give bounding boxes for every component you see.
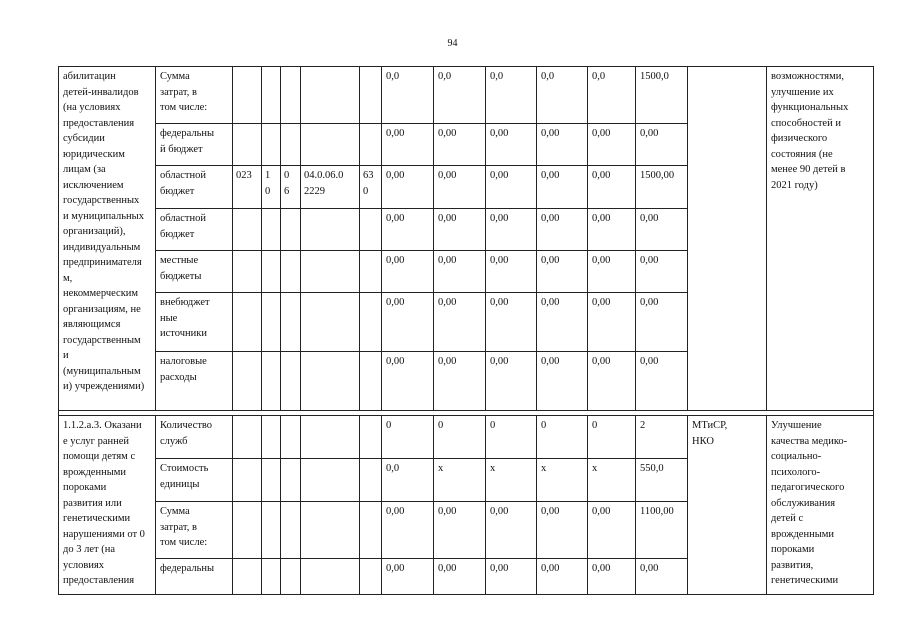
value-cell-3: 0 [537, 416, 588, 459]
value-cell-0: 0,00 [382, 502, 434, 559]
value-cell-0: 0,00 [382, 251, 434, 293]
value-cell-0: 0,00 [382, 166, 434, 209]
code-cell [360, 459, 382, 502]
value-cell-4: 0,00 [588, 124, 636, 166]
code-cell [360, 209, 382, 251]
row-label-cell [156, 416, 233, 459]
value-cell-5: 0,00 [636, 209, 688, 251]
value-cell-3: 0,00 [537, 559, 588, 595]
code-value-1: 0 [265, 185, 271, 197]
code-cell [281, 251, 301, 293]
value-cell-3: 0,00 [537, 293, 588, 352]
code-cell [233, 559, 262, 595]
code-cell [281, 293, 301, 352]
block1-description-line: исключением [63, 179, 124, 191]
code-cell [281, 166, 301, 209]
block1-description-line: лицам (за [63, 164, 106, 175]
block2-result-line: социально- [771, 451, 822, 462]
block1-description-line: организациям, не [63, 303, 141, 315]
block1-result-line: улучшение их [771, 86, 834, 98]
block2-description-line: е услуг ранней [63, 435, 130, 447]
value-cell-2: 0,00 [486, 352, 537, 411]
value-cell-2: 0,00 [486, 166, 537, 209]
block2-description-line: предоставления [63, 575, 135, 586]
code-cell [262, 166, 281, 209]
row-label-line: бюджет [160, 228, 195, 240]
value-cell-3: 0,00 [537, 166, 588, 209]
code-cell [233, 67, 262, 124]
block1-result-line: способностей и [771, 117, 841, 129]
row-label-line: местные [160, 255, 199, 266]
block1-description-line: субсидии [63, 133, 105, 144]
table-row [59, 67, 874, 124]
value-cell-4: 0,00 [588, 251, 636, 293]
block1-description-line: предоставления [63, 117, 135, 129]
row-label-line: затрат, в [160, 521, 197, 533]
code-cell [262, 352, 281, 411]
block1-description-line: м, [63, 272, 73, 284]
code-cell [360, 559, 382, 595]
code-cell [301, 416, 360, 459]
value-cell-4: 0,0 [588, 67, 636, 124]
code-cell [281, 559, 301, 595]
code-cell [262, 416, 281, 459]
row-label-cell [156, 293, 233, 352]
block1-description-line: некоммерческим [63, 288, 139, 299]
block2-description-line: развития или [63, 497, 122, 509]
code-cell [301, 166, 360, 209]
code-cell [301, 459, 360, 502]
code-cell [281, 502, 301, 559]
value-cell-3: 0,00 [537, 209, 588, 251]
row-label-line: Сумма [160, 71, 190, 82]
code-cell [262, 293, 281, 352]
code-cell [233, 209, 262, 251]
block2-result-line: развития, [771, 559, 814, 571]
page-number: 94 [447, 38, 458, 49]
code-cell [262, 502, 281, 559]
value-cell-5: 0,00 [636, 124, 688, 166]
row-label-line: внебюджет [160, 297, 210, 308]
value-cell-1: 0,00 [434, 209, 486, 251]
code-cell [281, 209, 301, 251]
block2-result-line: психолого- [771, 466, 821, 478]
value-cell-3: х [537, 459, 588, 502]
value-cell-3: 0,00 [537, 352, 588, 411]
value-cell-1: 0,00 [434, 352, 486, 411]
row-label-cell [156, 209, 233, 251]
code-cell [281, 416, 301, 459]
code-cell [360, 251, 382, 293]
row-label-line: том числе: [160, 537, 208, 548]
row-label-cell [156, 502, 233, 559]
code-cell [281, 352, 301, 411]
code-cell [360, 124, 382, 166]
block1-description-line: и муниципальных [63, 210, 144, 222]
value-cell-3: 0,00 [537, 251, 588, 293]
value-cell-4: 0,00 [588, 166, 636, 209]
block1-executor-cell [688, 67, 767, 411]
block2-result-line: Улучшение [771, 420, 822, 431]
row-label-line: единицы [160, 478, 200, 490]
row-label-line: областной [160, 170, 206, 181]
value-cell-5: 1500,0 [636, 67, 688, 124]
code-value-0: 023 [236, 170, 252, 181]
code-cell [281, 124, 301, 166]
code-value-3: 2229 [304, 185, 325, 197]
value-cell-1: 0,00 [434, 559, 486, 595]
code-cell [233, 124, 262, 166]
row-label-line: Стоимость [160, 463, 209, 474]
code-cell [262, 209, 281, 251]
value-cell-0: 0,0 [382, 67, 434, 124]
block1-result-cell [767, 67, 874, 411]
code-cell [360, 67, 382, 124]
code-cell [233, 251, 262, 293]
block1-result-line: физического [771, 133, 828, 144]
code-value-3: 04.0.06.0 [304, 170, 344, 181]
block2-result-line: генетическими [771, 575, 839, 586]
code-cell [281, 459, 301, 502]
row-label-cell [156, 67, 233, 124]
row-label-line: бюджет [160, 185, 195, 197]
block1-result-line: функциональных [771, 102, 849, 113]
block2-description-line: генетическими [63, 513, 131, 524]
row-label-line: Количество [160, 420, 213, 431]
block2-description-line: врожденными [63, 466, 127, 478]
value-cell-0: 0,00 [382, 293, 434, 352]
value-cell-1: 0,0 [434, 67, 486, 124]
row-label-line: й бюджет [160, 143, 203, 155]
value-cell-5: 1500,00 [636, 166, 688, 209]
block1-result-line: возможностями, [771, 71, 844, 82]
block1-description-line: государственных [63, 195, 140, 206]
block1-description-line: и [63, 350, 69, 361]
row-label-cell [156, 559, 233, 595]
block2-result-line: врожденными [771, 528, 835, 540]
budget-table [58, 66, 874, 595]
block1-description-line: являющимся [63, 319, 121, 330]
block2-description-line: условиях [63, 559, 105, 571]
value-cell-2: 0,00 [486, 209, 537, 251]
code-cell [233, 352, 262, 411]
code-cell [301, 559, 360, 595]
block1-description-line: государственным [63, 334, 141, 346]
value-cell-4: 0,00 [588, 352, 636, 411]
value-cell-3: 0,00 [537, 502, 588, 559]
code-cell [360, 502, 382, 559]
block1-description-line: и) учреждениями) [63, 381, 145, 392]
code-cell [262, 459, 281, 502]
code-cell [301, 251, 360, 293]
value-cell-0: 0,00 [382, 124, 434, 166]
row-label-line: федеральны [160, 128, 215, 139]
code-value-2: 6 [284, 185, 290, 197]
block1-result-line: менее 90 детей в [771, 164, 846, 175]
code-value-4: 0 [363, 185, 369, 197]
row-label-line: налоговые [160, 356, 207, 367]
value-cell-4: 0 [588, 416, 636, 459]
value-cell-2: 0,00 [486, 293, 537, 352]
block2-result-line: детей с [771, 513, 804, 524]
row-label-line: федеральны [160, 563, 215, 574]
value-cell-4: 0,00 [588, 209, 636, 251]
row-label-line: расходы [160, 371, 197, 383]
block2-result-line: педагогического [771, 482, 845, 493]
value-cell-1: 0,00 [434, 293, 486, 352]
value-cell-0: 0 [382, 416, 434, 459]
block2-description-line: пороками [63, 482, 107, 493]
row-label-cell [156, 251, 233, 293]
value-cell-5: 1100,00 [636, 502, 688, 559]
block1-result-line: состояния (не [771, 148, 833, 160]
code-cell [360, 416, 382, 459]
code-cell [360, 352, 382, 411]
value-cell-5: 0,00 [636, 559, 688, 595]
value-cell-1: 0,00 [434, 124, 486, 166]
table-row [59, 416, 874, 459]
block2-result-line: пороками [771, 544, 815, 555]
code-cell [301, 502, 360, 559]
block1-description-line: предпринимателя [63, 257, 142, 268]
row-label-line: затрат, в [160, 86, 197, 98]
code-cell [262, 559, 281, 595]
code-cell [301, 209, 360, 251]
value-cell-5: 550,0 [636, 459, 688, 502]
row-label-cell [156, 352, 233, 411]
value-cell-2: 0,00 [486, 559, 537, 595]
row-label-line: том числе: [160, 102, 208, 113]
block2-result-cell [767, 416, 874, 595]
value-cell-2: х [486, 459, 537, 502]
block1-description-line: индивидуальным [63, 241, 141, 253]
value-cell-0: 0,00 [382, 559, 434, 595]
value-cell-2: 0,0 [486, 67, 537, 124]
value-cell-1: 0 [434, 416, 486, 459]
code-cell [262, 251, 281, 293]
code-cell [233, 416, 262, 459]
code-cell [281, 67, 301, 124]
block1-description-line: юридическим [63, 148, 125, 160]
value-cell-5: 0,00 [636, 251, 688, 293]
block2-description-cell [59, 416, 156, 595]
code-cell [301, 124, 360, 166]
value-cell-3: 0,0 [537, 67, 588, 124]
block2-executor-cell [688, 416, 767, 595]
block2-description-line: 1.1.2.а.3. Оказани [63, 420, 142, 431]
code-cell [262, 124, 281, 166]
value-cell-2: 0,00 [486, 502, 537, 559]
code-cell [301, 293, 360, 352]
row-label-line: источники [160, 328, 207, 339]
code-cell [301, 352, 360, 411]
row-label-line: служб [160, 435, 188, 447]
value-cell-2: 0,00 [486, 124, 537, 166]
code-cell [360, 166, 382, 209]
row-label-line: областной [160, 213, 206, 224]
code-cell [262, 67, 281, 124]
value-cell-1: 0,00 [434, 251, 486, 293]
code-value-2: 0 [284, 170, 290, 181]
block2-description-line: помощи детям с [63, 451, 136, 462]
code-cell [233, 502, 262, 559]
block2-executor-line: НКО [692, 435, 714, 447]
code-cell [360, 293, 382, 352]
value-cell-4: 0,00 [588, 502, 636, 559]
block1-description-line: абилитацин [63, 71, 116, 82]
value-cell-5: 0,00 [636, 293, 688, 352]
code-cell [233, 293, 262, 352]
row-label-line: Сумма [160, 506, 190, 517]
value-cell-0: 0,00 [382, 352, 434, 411]
block2-description-line: нарушениями от 0 [63, 528, 145, 540]
row-label-cell [156, 166, 233, 209]
code-cell [233, 459, 262, 502]
value-cell-5: 0,00 [636, 352, 688, 411]
block2-result-line: качества медико- [771, 435, 848, 447]
value-cell-5: 2 [636, 416, 688, 459]
block1-description-cell [59, 67, 156, 411]
value-cell-1: х [434, 459, 486, 502]
value-cell-2: 0,00 [486, 251, 537, 293]
block1-description-line: организаций), [63, 226, 126, 237]
block2-executor-line: МТиСР, [692, 420, 728, 431]
code-value-1: 1 [265, 170, 271, 181]
value-cell-0: 0,0 [382, 459, 434, 502]
block1-result-line: 2021 году) [771, 179, 818, 191]
value-cell-3: 0,00 [537, 124, 588, 166]
block2-result-line: обслуживания [771, 497, 836, 509]
row-label-cell [156, 124, 233, 166]
block1-description-line: (муниципальным [63, 365, 141, 377]
code-cell [301, 67, 360, 124]
value-cell-2: 0 [486, 416, 537, 459]
value-cell-4: 0,00 [588, 293, 636, 352]
value-cell-0: 0,00 [382, 209, 434, 251]
value-cell-4: х [588, 459, 636, 502]
block2-description-line: до 3 лет (на [63, 544, 115, 555]
row-label-line: ные [160, 312, 178, 324]
block1-description-line: (на условиях [63, 102, 121, 113]
value-cell-4: 0,00 [588, 559, 636, 595]
code-value-4: 63 [363, 170, 374, 181]
value-cell-1: 0,00 [434, 166, 486, 209]
code-cell [233, 166, 262, 209]
row-label-line: бюджеты [160, 270, 202, 282]
row-label-cell [156, 459, 233, 502]
value-cell-1: 0,00 [434, 502, 486, 559]
block1-description-line: детей-инвалидов [63, 86, 139, 98]
